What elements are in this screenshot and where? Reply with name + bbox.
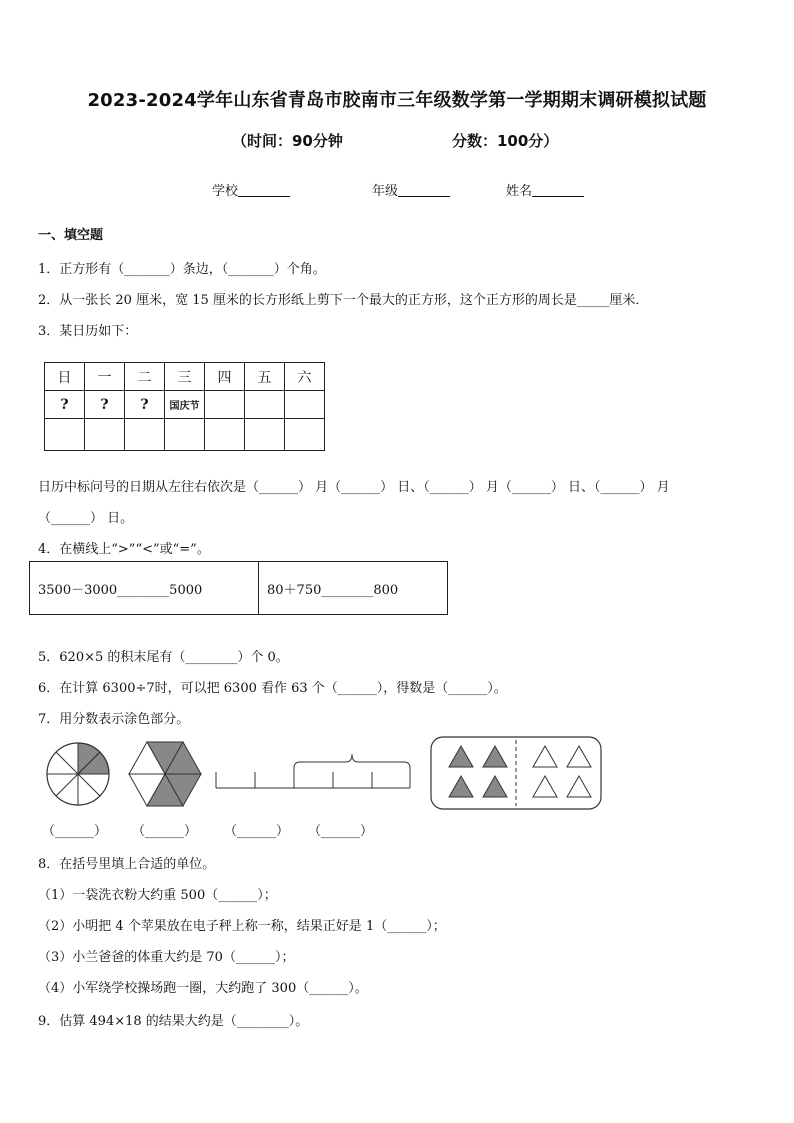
shaded-triangle [449,746,473,767]
weekday-cell: 四 [205,363,245,391]
calendar-cell [285,391,325,419]
page-title: 2023-2024学年山东省青岛市胶南市三年级数学第一学期期末调研模拟试题 [87,90,707,111]
weekday-cell: 三 [165,363,205,391]
weekday-cell: 一 [85,363,125,391]
grade-blank[interactable] [398,182,450,197]
exam-time: （时间：90分钟 [232,132,343,150]
question-8-3: （3）小兰爸爸的体重大约是 70（______）； [38,950,295,965]
question-4: 4．在横线上“>”“<”或“=”。 [38,542,210,557]
question-8-2: （2）小明把 4 个苹果放在电子秤上称一称，结果正好是 1（______）； [38,919,446,934]
question-7: 7．用分数表示涂色部分。 [38,712,190,727]
weekday-cell: 二 [125,363,165,391]
weekday-cell: 日 [45,363,85,391]
fraction-blank[interactable]: （______） [224,824,290,839]
fraction-blank[interactable]: （______） [308,824,374,839]
empty-triangle [533,776,557,797]
school-label: 学校 [212,184,239,199]
calendar-cell [205,391,245,419]
weekday-cell: 五 [245,363,285,391]
brace [294,754,410,774]
calendar-cell [285,419,325,451]
calendar-cell: 国庆节 [165,391,205,419]
question-8-4: （4）小军绕学校操场跑一圈，大约跑了 300（______）。 [38,981,368,996]
calendar-row [45,419,325,451]
question-6: 6．在计算 6300÷7时，可以把 6300 看作 63 个（______），得数是（______）。 [38,681,507,696]
triangle-box-figure [431,737,601,809]
question-8: 8．在括号里填上合适的单位。 [38,857,216,872]
circle-figure [47,743,109,805]
calendar-cell [245,419,285,451]
calendar-cell [205,419,245,451]
calendar-cell [45,419,85,451]
calendar-header-row [45,363,325,391]
school-field[interactable] [212,180,290,199]
question-5: 5．620×5 的积末尾有（________）个 0。 [38,650,289,665]
name-field[interactable] [506,180,584,199]
calendar-cell: ? [45,391,85,419]
question-3-answer-line2: （______） 日。 [38,511,134,526]
exam-score: 分数：100分） [452,132,559,150]
grade-label: 年级 [372,184,399,199]
shaded-triangle [483,776,507,797]
weekday-cell: 六 [285,363,325,391]
calendar-cell [85,419,125,451]
calendar-cell [125,419,165,451]
calendar-cell [245,391,285,419]
question-1: 1．正方形有（_______）条边，（_______）个角。 [38,262,326,277]
question-9: 9．估算 494×18 的结果大约是（________）。 [38,1014,309,1029]
calendar-table [44,362,325,451]
hexagon-figure [129,742,201,806]
compare-row [30,562,448,615]
grade-field[interactable] [372,180,450,199]
shaded-triangle [449,776,473,797]
question-8-1: （1）一袋洗衣粉大约重 500（______）； [38,888,277,903]
compare-right[interactable]: 80＋750________800 [259,562,448,615]
question-3-answer-line1: 日历中标问号的日期从左往右依次是（______） 月（______） 日、（______） 月（______） 日、（______） 月 [38,480,670,495]
compare-left[interactable]: 3500－3000________5000 [30,562,259,615]
fraction-blank[interactable]: （______） [132,824,198,839]
section-title: 一、填空题 [38,228,104,243]
question-3: 3．某日历如下： [38,324,138,339]
fraction-blank[interactable]: （______） [42,824,108,839]
empty-triangle [567,746,591,767]
empty-triangle [533,746,557,767]
calendar-cell [165,419,205,451]
name-blank[interactable] [532,182,584,197]
calendar-row [45,391,325,419]
compare-table [29,561,448,615]
empty-triangle [567,776,591,797]
shaded-triangle [483,746,507,767]
calendar-cell: ? [125,391,165,419]
question-2: 2．从一张长 20 厘米，宽 15 厘米的长方形纸上剪下一个最大的正方形，这个正方形的周长是_____厘米． [38,293,649,308]
calendar-cell: ? [85,391,125,419]
fraction-figures [40,734,620,814]
name-label: 姓名 [506,184,533,199]
line-segment-figure [216,754,410,788]
school-blank[interactable] [238,182,290,197]
